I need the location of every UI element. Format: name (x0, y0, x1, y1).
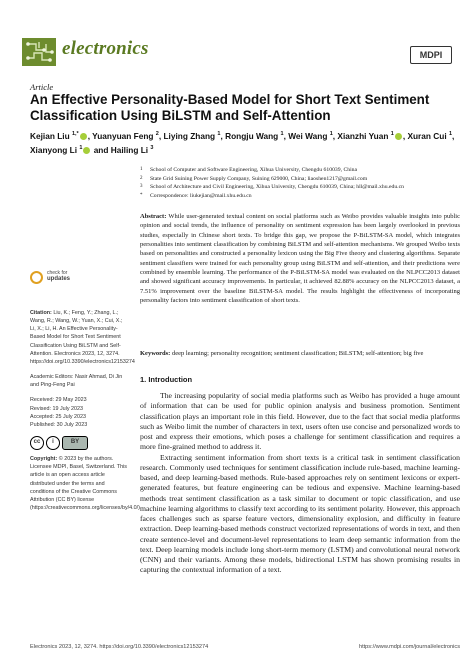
author-name[interactable]: Xianzhi Yuan $^1$ (337, 130, 394, 141)
abstract-label: Abstract: (140, 213, 167, 220)
copyright: Copyright: © 2023 by the authors. Licensee MDPI, Basel, Switzerland. This article is an open access article distributed under the terms and conditions of the Creative Commons Attribution (CC BY) license (https://creativecommons.org/licenses/by/4.0/). (30, 456, 142, 511)
by-label: BY (62, 436, 88, 450)
sidebar-info (30, 309, 142, 519)
author-name[interactable]: Xianyong Li $^1$ (30, 144, 83, 155)
author-name[interactable]: Yuanyuan Feng $^2$ (92, 130, 159, 141)
author-name[interactable]: Xuran Cui $^1$ (407, 130, 452, 141)
keywords-label: Keywords: (140, 350, 171, 357)
footer-citation: Electronics 2023, 12, 3274. https://doi.org/10.3390/electronics12153274 (30, 644, 209, 650)
abstract (140, 212, 460, 305)
abstract-text: While user-generated textual content on social platforms such as Weibo provides valuable insights into public opinion and social trends, the influence of personality on sentiment expression has been largely overlooked in previous studies, especially in Chinese short texts. To bridge this gap, we propose the P-BiLSTM-SA model, which integrates personalities into sentiment classification by combining BiLSTM and self-attention mechanisms. We grouped Weibo texts based on personalities and constructed a personality lexicon using the Big Five theory and clustering algorithms. Separate sentiment classifiers were trained for each personality group using BiLSTM and self-attention, and their predictions were combined by ensemble learning. The performance of the P-BiLSTM-SA model was evaluated on the NLPCC2013 dataset and showed significant accuracy improvements. In particular, it achieved 82.88% accuracy on the NLPCC2013 dataset, a 7.51% improvement over the baseline BiLSTM-SA model. The results highlight the effectiveness of incorporating personality factors into sentiment classification of short texts. (140, 213, 461, 305)
publisher-logo[interactable]: MDPI (410, 46, 452, 64)
keywords (140, 349, 460, 358)
journal-name[interactable]: electronics (62, 38, 149, 59)
citation-block: Citation: Liu, K.; Feng, Y.; Zhang, L.; Wang, R.; Wang, W.; Yuan, X.; Cui, X.; Li, X.; Li, H. An Effective Personality-Based Model for Short Text Sentiment Classification Using BiLSTM and Self-Attention. Electronics 2023, 12, 3274. https://doi.org/10.3390/electronics12153274 (30, 310, 135, 365)
author-name[interactable]: Wei Wang $^1$ (288, 130, 333, 141)
section-heading-introduction: 1. Introduction (140, 375, 193, 384)
intro-paragraph-1: The increasing popularity of social media platforms such as Weibo has provided a huge amount of information that can be used for public opinion analysis and business promotion. Sentiment classification plays an important role in this field. However, due to the fact that social media platforms such as Weibo limit the number of characters in text, users often use concise and personalized words to post and express their emotions, which poses a challenge for sentiment classification and requires a more fine-grained method to address it. (140, 391, 460, 452)
keywords-text: deep learning; personality recognition; sentiment classification; BiLSTM; self-attention; big five (171, 350, 424, 357)
author-name[interactable]: Rongju Wang $^1$ (225, 130, 284, 141)
page-footer (30, 644, 460, 650)
article-type: Article (30, 82, 54, 92)
author-list: Kejian Liu $^{1,*}$ , Yuanyuan Feng $^2$, Liying Zhang $^1$, Rongju Wang $^1$, Wei Wang $^1$, Xianzhi Yuan $^1$ , Xuran Cui $^1$, Xianyong Li $^1$ and Hailing Li $^3$ (30, 130, 455, 155)
updates-icon (30, 271, 43, 284)
check-for-updates-button[interactable]: check for updates (30, 270, 90, 288)
attribution-icon: i (46, 436, 60, 450)
paper-title: An Effective Personality-Based Model for Short Text Sentiment Classification Using BiLSTM and Self-Attention (30, 92, 430, 123)
orcid-icon[interactable] (395, 133, 402, 140)
affiliation-1: 1 School of Computer and Software Engineering, Xihua University, Chengdu 610039, China (140, 167, 358, 173)
academic-editors: Academic Editors: Nasir Ahmad, Di Jin and Ping-Feng Pai (30, 374, 123, 389)
author-name[interactable]: Kejian Liu $^{1,*}$ (30, 130, 79, 141)
journal-logo-icon (22, 38, 56, 66)
intro-paragraph-2: Extracting sentiment information from short texts is a critical task in sentiment classification research. Commonly used techniques for sentiment classification include rule-based, machine learning-based, and deep learning-based methods. Rule-based approaches rely on sentiment lexicons or expert-generated features, but feature engineering can be tedious and expensive. Machine learning-based methods treat sentiment classification as a task similar to document or topic classification, and use machine learning algorithms to classify text according to its sentiment polarity. However, this approach faces challenges such as sparse feature vectors, dimensionality explosion, and difficulty in feature extraction. Deep learning-based methods construct vectorized representations of words in text, and then create sentence-level and document-level representations to learn deep semantic information from the text. Deep learning models include long short-term memory (LSTM) and convolutional neural network (CNN) and their variants. Among these models, bidirectional LSTM has shown promising results in capturing the contextual information of a text. (140, 452, 460, 575)
footer-journal-link[interactable]: https://www.mdpi.com/journal/electronics (358, 644, 460, 650)
cc-by-license-badge[interactable] (30, 436, 88, 450)
author-name[interactable]: Liying Zhang $^1$ (163, 130, 221, 141)
dates: Received: 29 May 2023 Revised: 19 July 2023 Accepted: 25 July 2023 Published: 30 July 2023 (30, 397, 88, 428)
orcid-icon[interactable] (83, 147, 90, 154)
author-name[interactable]: Hailing Li $^3$ (110, 144, 154, 155)
introduction-body (140, 391, 460, 576)
orcid-icon[interactable] (80, 133, 87, 140)
cc-icon: cc (30, 436, 44, 450)
affiliation-2: 2 State Grid Suining Power Supply Company, Suining 629000, China; liaoshen1217@gmail.com (140, 175, 368, 182)
affiliation-3: 3 School of Architecture and Civil Engineering, Xihua University, Chengdu 610039, China; hll@mail.xhu.edu.cn (140, 184, 404, 191)
affiliations (140, 166, 460, 200)
correspondence: * Correspondence: liukejian@mail.xhu.edu.cn (140, 192, 252, 199)
